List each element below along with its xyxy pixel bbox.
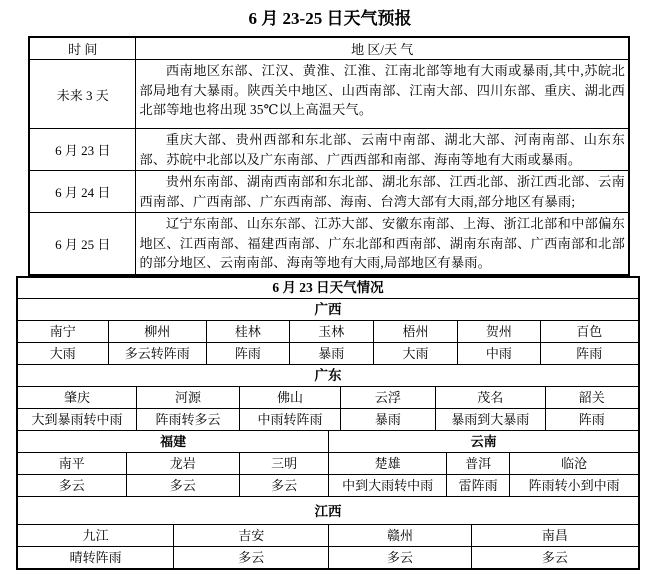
province-header-guangxi: 广西 — [18, 298, 638, 320]
weather-cell: 多云 — [174, 547, 329, 568]
city-cell: 河源 — [137, 387, 240, 408]
weather-cell: 多云转阵雨 — [109, 343, 208, 364]
weather-row-jiangxi — [18, 546, 638, 568]
weather-cell: 多云 — [541, 549, 568, 565]
city-cell: 赣州 — [329, 525, 472, 546]
forecast-time-label: 6 月 24 日 — [30, 171, 136, 212]
weather-cell: 雷阵雨 — [447, 475, 510, 496]
weather-cell: 晴转阵雨 — [18, 547, 174, 568]
weather-cell: 中到大雨转中雨 — [329, 475, 447, 496]
weather-cell: 阵雨 — [207, 343, 289, 364]
city-cell: 九江 — [18, 525, 174, 546]
weather-cell: 大雨 — [18, 343, 109, 364]
forecast-description: 贵州东南部、湖南西南部和东北部、湖北东部、江西北部、浙江西北部、云南西南部、广西南部、广东西南部、海南、台湾大部有大雨,部分地区有暴雨; — [139, 174, 625, 209]
city-cell: 吉安 — [174, 525, 329, 546]
weather-row-guangdong — [18, 408, 638, 430]
weather-cell: 大到暴雨转中雨 — [18, 409, 137, 430]
city-cell: 龙岩 — [127, 453, 240, 474]
weather-cell: 暴雨 — [290, 343, 374, 364]
forecast-time-label: 6 月 23 日 — [30, 129, 136, 170]
city-row-guangdong — [18, 386, 638, 408]
weather-cell: 阵雨 — [576, 345, 603, 361]
province-header-fujian-yunnan — [18, 430, 638, 452]
weather-cell: 多云 — [240, 475, 329, 496]
city-cell: 南宁 — [18, 321, 109, 342]
forecast-header-row — [30, 38, 628, 59]
weather-cell: 大雨 — [374, 343, 458, 364]
city-cell: 玉林 — [290, 321, 374, 342]
forecast-time-label: 6 月 25 日 — [30, 213, 136, 274]
forecast-row-june23 — [30, 128, 628, 170]
forecast-header-region: 地 区/天 气 — [351, 42, 414, 57]
city-cell: 云浮 — [341, 387, 436, 408]
city-cell: 普洱 — [447, 453, 510, 474]
city-cell: 韶关 — [578, 389, 605, 405]
city-row-guangxi — [18, 320, 638, 342]
city-cell: 楚雄 — [329, 453, 447, 474]
city-cell: 百色 — [576, 323, 603, 339]
weather-cell: 多云 — [329, 547, 472, 568]
page-title: 6 月 23-25 日天气预报 — [248, 9, 412, 28]
city-cell: 柳州 — [109, 321, 208, 342]
weather-row-fujian-yunnan — [18, 474, 638, 496]
forecast-row-june25 — [30, 212, 628, 274]
weather-situation-table — [16, 276, 640, 570]
forecast-description: 辽宁东南部、山东东部、江苏大部、安徽东南部、上海、浙江北部和中部偏东地区、江西南部、福建西南部、广东北部和西南部、湖南东南部、广西南部和北部的部分地区、云南南部、海南等地有大雨,局部地区有暴雨。 — [139, 216, 625, 270]
forecast-row-next3days — [30, 59, 628, 128]
weather-cell: 中雨 — [458, 343, 540, 364]
weather-cell: 多云 — [18, 475, 127, 496]
forecast-description: 重庆大部、贵州西部和东北部、云南中南部、湖北大部、河南南部、山东东部、苏皖中北部以及广东南部、广西西部和南部、海南等地有大雨或暴雨。 — [139, 132, 625, 167]
city-row-fujian-yunnan — [18, 452, 638, 474]
forecast-table — [28, 36, 630, 276]
weather-table-title: 6 月 23 日天气情况 — [272, 279, 384, 295]
weather-cell: 中雨转阵雨 — [240, 409, 341, 430]
forecast-time-label: 未来 3 天 — [30, 60, 136, 128]
city-cell: 三明 — [240, 453, 329, 474]
province-header-fujian: 福建 — [18, 431, 329, 452]
city-cell: 临沧 — [561, 455, 588, 471]
city-cell: 南平 — [18, 453, 127, 474]
city-row-jiangxi — [18, 524, 638, 546]
forecast-row-june24 — [30, 170, 628, 212]
forecast-header-time: 时 间 — [30, 38, 136, 59]
city-cell: 肇庆 — [18, 387, 137, 408]
weather-cell: 阵雨转多云 — [137, 409, 240, 430]
city-cell: 南昌 — [541, 527, 568, 543]
weather-cell: 多云 — [127, 475, 240, 496]
city-cell: 桂林 — [207, 321, 289, 342]
city-cell: 佛山 — [240, 387, 341, 408]
city-cell: 梧州 — [374, 321, 458, 342]
city-cell: 茂名 — [436, 387, 546, 408]
province-header-guangdong: 广东 — [18, 364, 638, 386]
weather-cell: 暴雨到大暴雨 — [436, 409, 546, 430]
province-header-yunnan: 云南 — [470, 433, 497, 449]
city-cell: 贺州 — [458, 321, 540, 342]
forecast-description: 西南地区东部、江汉、黄淮、江淮、江南北部等地有大雨或暴雨,其中,苏皖北部局地有大暴雨。陕西关中地区、山西南部、江南大部、四川东部、重庆、湖北西北部等地也将出现 35℃以上高温天气。 — [139, 63, 625, 117]
weather-cell: 阵雨 — [578, 411, 605, 427]
weather-row-guangxi — [18, 342, 638, 364]
weather-cell: 暴雨 — [341, 409, 436, 430]
province-header-jiangxi: 江西 — [18, 496, 638, 524]
weather-cell: 阵雨转小到中雨 — [528, 477, 620, 493]
